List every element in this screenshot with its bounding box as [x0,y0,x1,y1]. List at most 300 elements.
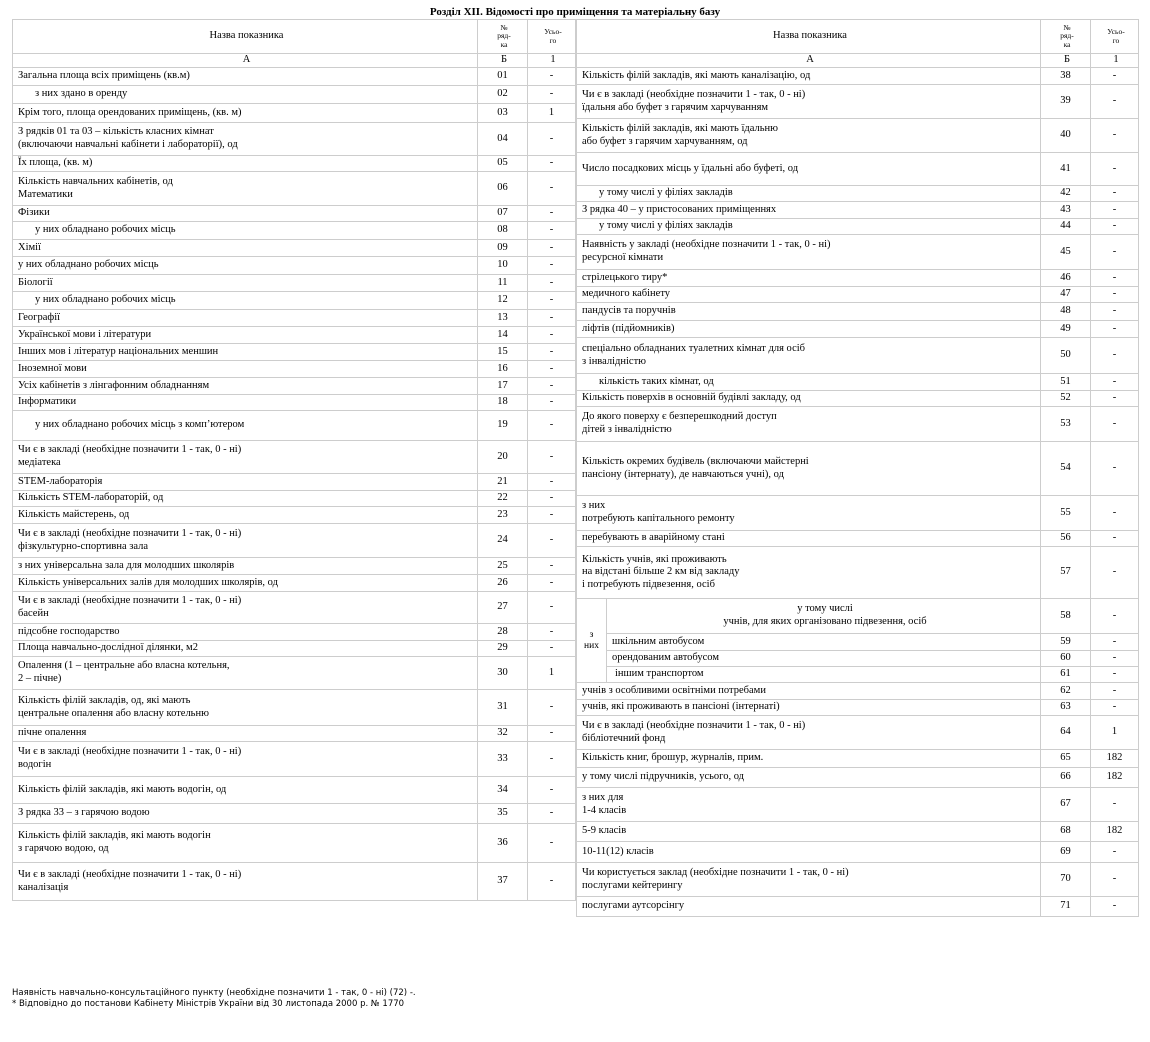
column-letters-row [577,54,1139,68]
table-row [577,842,1139,863]
indicator-name-line: або буфет з гарячим харчуванням, од [582,135,748,147]
row-number: 39 [1041,85,1091,119]
row-number: 07 [478,206,528,222]
table-row [577,863,1139,897]
table-row [13,68,576,86]
indicator-name-line: З рядків 01 та 03 – кількість класних кімнат [18,126,214,138]
indicator-name-line: учнів, для яких організовано підвезення, осіб [723,616,927,627]
indicator-name [13,86,478,104]
indicator-name [577,407,1041,442]
indicator-name-line: з них здано в оренду [35,88,128,100]
indicator-name [577,788,1041,822]
row-number: 20 [478,441,528,474]
row-number: 53 [1041,407,1091,442]
indicator-name-line: З рядка 33 – з гарячою водою [18,807,150,819]
footer-notes [12,988,416,1010]
total-value: - [1091,391,1139,407]
row-number: 30 [478,657,528,690]
indicator-name-line: Загальна площа всіх приміщень (кв.м) [18,70,190,82]
indicator-name [13,742,478,777]
indicator-name [13,592,478,624]
indicator-name-line: шкільним автобусом [612,635,705,647]
indicator-name [13,804,478,824]
row-number: 52 [1041,391,1091,407]
table-row [13,240,576,257]
indicator-name-line: Кількість окремих будівель (включаючи майстерні [582,455,809,467]
indicator-name [577,186,1041,202]
indicator-name [577,768,1041,788]
table-row [13,824,576,863]
indicator-name-line: ліфтів (підйомників) [582,322,675,334]
indicator-name-line: Усіх кабінетів з лінгафонним обладнанням [18,379,210,391]
indicator-name-line: Інформатики [18,396,77,408]
indicators-table-right [576,19,1139,917]
table-row [13,804,576,824]
table-row [13,222,576,240]
header-total-line: го [1112,35,1120,45]
indicator-name [13,474,478,491]
total-value: 1 [1091,716,1139,750]
table-row [13,327,576,344]
header-row-number-line: ка [1063,39,1071,49]
indicator-name-line: учнів з особливими освітніми потребами [582,684,766,696]
total-value: - [1091,863,1139,897]
table-row [577,634,1139,651]
indicator-name [13,257,478,275]
indicator-name-line: орендованим автобусом [612,652,719,664]
indicator-name [13,123,478,156]
indicator-name-line: Кількість універсальних залів для молодших школярів, од [18,576,278,588]
indicator-name [577,119,1041,153]
table-row [577,391,1139,407]
indicator-name [13,524,478,558]
subgroup-label [577,599,607,683]
total-value: - [1091,338,1139,374]
total-value: - [1091,842,1139,863]
total-value: - [1091,119,1139,153]
total-value: - [528,240,576,257]
indicator-name [13,104,478,123]
table-row [13,292,576,310]
row-number: 50 [1041,338,1091,374]
indicator-name-line: послугами кейтерингу [582,879,683,891]
table-row [577,531,1139,547]
table-row [577,768,1139,788]
indicator-name-line: з них [582,500,606,512]
indicator-name [577,442,1041,496]
row-number: 24 [478,524,528,558]
header-name: Назва показника [577,20,1041,54]
indicator-name-line: іншим транспортом [615,668,704,680]
row-number: 62 [1041,683,1091,700]
total-value: - [1091,235,1139,270]
total-value: 182 [1091,768,1139,788]
indicator-name [577,321,1041,338]
indicator-name-line: Площа навчально-дослідної ділянки, м2 [18,642,198,654]
row-number: 40 [1041,119,1091,153]
indicator-name-line: Чи користується заклад (необхідне позначити 1 - так, 0 - ні) [582,866,849,878]
indicator-name [577,68,1041,85]
indicator-name-line: перебувають в аварійному стані [582,532,725,544]
indicator-name-line: Кількість філій закладів, які мають водогін, од [18,783,227,795]
indicator-name-line: Кількість майстерень, од [18,508,130,520]
indicator-name [577,391,1041,407]
header-row [577,20,1139,54]
indicator-name-line: у тому числі підручників, усього, од [582,771,745,783]
indicator-name [13,172,478,206]
row-number: 27 [478,592,528,624]
indicator-name [577,863,1041,897]
indicator-name-line: у тому числі у філіях закладів [599,187,733,199]
table-row [13,524,576,558]
indicator-name-line: Число посадкових місць у їдальні або буфеті, од [582,162,799,174]
indicator-name [13,206,478,222]
indicator-name-line: До якого поверху є безперешкодний доступ [582,411,777,423]
table-row [577,186,1139,202]
indicator-name-line: і потребують підвезення, осіб [582,578,715,590]
table-row [13,726,576,742]
row-number: 47 [1041,287,1091,303]
indicator-name [607,634,1041,651]
indicator-name-line: Кількість навчальних кабінетів, од [18,175,173,187]
indicator-name-line: (включаючи навчальні кабінети і лабораторії), од [18,139,238,150]
subgroup-label-line: них [584,640,599,651]
indicator-name [13,292,478,310]
total-value: - [528,378,576,395]
indicator-name [577,235,1041,270]
indicator-name [13,275,478,292]
table-row [577,651,1139,667]
indicator-name-line: кількість таких кімнат, од [599,375,714,387]
row-number: 48 [1041,303,1091,321]
indicator-name-line: з них універсальна зала для молодших школярів [18,559,235,571]
footnote-consult-point: Наявність навчально-консультаційного пункту (необхідне позначити 1 - так, 0 - ні) (72) -. [12,988,416,998]
total-value: 1 [528,657,576,690]
total-value: - [528,824,576,863]
indicator-name [577,153,1041,186]
table-row [13,344,576,361]
total-value: - [1091,531,1139,547]
row-number: 34 [478,777,528,804]
column-letter-1: 1 [1091,54,1139,68]
indicator-name-line: 2 – пічне) [18,673,62,684]
table-row [13,86,576,104]
total-value: - [1091,442,1139,496]
indicator-name-line: Чи є в закладі (необхідне позначити 1 - так, 0 - ні) [18,444,242,456]
row-number: 22 [478,491,528,507]
section-title: Розділ XII. Відомості про приміщення та матеріальну базу [429,6,721,18]
indicator-name [577,85,1041,119]
total-value: - [528,395,576,411]
indicator-name [577,547,1041,599]
indicator-name [13,361,478,378]
table-row [577,599,1139,634]
indicator-name [13,240,478,257]
header-total-line: го [549,35,557,45]
row-number: 55 [1041,496,1091,531]
total-value: - [528,558,576,575]
indicator-name [577,374,1041,391]
total-value: - [528,474,576,491]
total-value: - [528,156,576,172]
row-number: 67 [1041,788,1091,822]
total-value: - [528,292,576,310]
header-row-number-line: № [1063,22,1071,32]
indicator-name-line: З рядка 40 – у пристосованих приміщеннях [582,203,777,215]
indicator-name-line: Української мови і літератури [18,328,152,340]
indicator-name [577,531,1041,547]
total-value: - [1091,496,1139,531]
total-value: - [1091,651,1139,667]
total-value: - [1091,547,1139,599]
indicator-name-line: STEM-лабораторія [18,475,103,487]
indicator-name-line: Наявність у закладі (необхідне позначити 1 - так, 0 - ні) [582,239,831,251]
table-row [577,374,1139,391]
table-row [577,119,1139,153]
total-value: - [1091,270,1139,287]
table-row [577,338,1139,374]
table-row [13,777,576,804]
row-number: 66 [1041,768,1091,788]
row-number: 06 [478,172,528,206]
indicator-name [13,222,478,240]
indicator-name-line: Чи є в закладі (необхідне позначити 1 - так, 0 - ні) [18,527,242,539]
total-value: - [528,726,576,742]
indicator-name-line: спеціально обладнаних туалетних кімнат для осіб [582,342,805,354]
row-number: 45 [1041,235,1091,270]
indicator-name-line: у них обладнано робочих місць з комп’ютером [35,419,245,431]
indicators-table-left [12,19,576,901]
total-value: - [1091,321,1139,338]
total-value: - [1091,68,1139,85]
row-number: 49 [1041,321,1091,338]
row-number: 56 [1041,531,1091,547]
total-value: - [528,524,576,558]
indicator-name [577,750,1041,768]
row-number: 44 [1041,219,1091,235]
indicator-name-line: пічне опалення [18,727,87,739]
row-number: 09 [478,240,528,257]
indicator-name-line: Кількість STEM-лабораторій, од [18,492,164,504]
total-value: - [1091,303,1139,321]
indicator-name-line: Кількість філій закладів, які мають водогін [18,830,211,842]
table-row [13,395,576,411]
indicator-name-line: Кількість філій закладів, які мають їдальню [582,122,778,134]
indicator-name [577,202,1041,219]
indicator-name-line: стрілецького тиру* [582,271,668,283]
indicator-name-line: у них обладнано робочих місць [18,259,159,271]
table-row [13,558,576,575]
row-number: 18 [478,395,528,411]
indicator-name [577,716,1041,750]
indicator-name [13,863,478,901]
table-row [577,303,1139,321]
column-letter-a: А [577,54,1041,68]
header-total-line: Усьо- [544,27,562,36]
indicator-name-line: у тому числі у філіях закладів [599,220,733,232]
indicator-name [13,558,478,575]
indicator-name [13,395,478,411]
row-number: 19 [478,411,528,441]
table-row [13,474,576,491]
indicator-name-line: учнів, які проживають в пансіоні (інтернаті) [582,701,780,713]
indicator-name-line: Чи є в закладі (необхідне позначити 1 - так, 0 - ні) [18,868,242,880]
header-name: Назва показника [13,20,478,54]
total-value: - [528,441,576,474]
indicator-name [577,700,1041,716]
row-number: 14 [478,327,528,344]
table-row [13,507,576,524]
indicator-name-line: підсобне господарство [18,625,120,637]
indicator-name-line: каналізація [18,881,69,893]
table-row [577,700,1139,716]
table-row [577,683,1139,700]
total-value: - [528,344,576,361]
total-value: - [528,690,576,726]
row-number: 54 [1041,442,1091,496]
row-number: 61 [1041,667,1091,683]
row-number: 38 [1041,68,1091,85]
table-row [13,641,576,657]
indicator-name-line: послугами аутсорсінгу [582,900,685,912]
total-value: 182 [1091,750,1139,768]
row-number: 10 [478,257,528,275]
table-row [13,104,576,123]
total-value: - [1091,287,1139,303]
total-value: - [528,327,576,344]
indicator-name [13,657,478,690]
indicator-name [577,822,1041,842]
row-number: 51 [1041,374,1091,391]
indicator-name-line: пансіону (інтернату), де навчаються учні), од [582,468,784,480]
indicator-name [13,624,478,641]
indicator-name [577,338,1041,374]
header-row-number [1041,20,1091,54]
indicator-name [577,219,1041,235]
indicator-name-line: Кількість учнів, які проживають [582,553,727,565]
row-number: 17 [478,378,528,395]
row-number: 43 [1041,202,1091,219]
indicator-name-line: у них обладнано робочих місць [35,224,176,236]
table-row [577,442,1139,496]
total-value: - [528,361,576,378]
table-row [13,863,576,901]
row-number: 60 [1041,651,1091,667]
total-value: - [1091,202,1139,219]
indicator-name [577,842,1041,863]
indicator-name-line: Кількість книг, брошур, журналів, прим. [582,752,764,764]
total-value: 182 [1091,822,1139,842]
indicator-name [13,378,478,395]
column-letter-b: Б [1041,54,1091,68]
indicator-name-line: Опалення (1 – центральне або власна котельня, [18,660,230,672]
table-row [577,321,1139,338]
total-value: - [1091,153,1139,186]
row-number: 70 [1041,863,1091,897]
header-total [1091,20,1139,54]
row-number: 63 [1041,700,1091,716]
indicator-name [577,683,1041,700]
header-row-number-line: ка [500,39,508,49]
indicator-name-line: медичного кабінету [582,288,671,300]
indicator-name [13,575,478,592]
table-row [577,235,1139,270]
total-value: - [1091,407,1139,442]
indicator-name-line: у тому числі [797,603,853,615]
indicator-name-line: басейн [18,607,49,619]
column-letter-a: А [13,54,478,68]
indicator-name [13,824,478,863]
table-row [577,202,1139,219]
indicator-name [607,599,1041,634]
row-number: 11 [478,275,528,292]
table-row [13,310,576,327]
table-row [13,491,576,507]
row-number: 33 [478,742,528,777]
indicator-name-line: з інвалідністю [582,355,647,367]
indicator-name [577,270,1041,287]
table-row [13,361,576,378]
row-number: 71 [1041,897,1091,917]
table-row [13,592,576,624]
header-row-number-line: № [500,22,508,32]
indicator-name-line: Фізики [18,207,50,219]
total-value: - [1091,186,1139,202]
indicator-name [13,310,478,327]
indicator-name [13,690,478,726]
table-row [13,575,576,592]
total-value: - [1091,219,1139,235]
table-row [13,123,576,156]
footnote-decree: * Відповідно до постанови Кабінету Міністрів України від 30 листопада 2000 р. № 1770 [12,999,405,1009]
row-number: 69 [1041,842,1091,863]
table-row [577,270,1139,287]
table-row [577,547,1139,599]
total-value: - [528,641,576,657]
table-row [13,690,576,726]
total-value: - [528,863,576,901]
indicator-name-line: з них для [582,791,624,803]
indicator-name [13,156,478,172]
total-value: - [528,624,576,641]
row-number: 13 [478,310,528,327]
table-row [577,496,1139,531]
indicator-name-line: на відстані більше 2 км від закладу [582,566,740,578]
header-row [13,20,576,54]
indicator-name-line: Кількість поверхів в основній будівлі закладу, од [582,392,801,404]
table-row [577,407,1139,442]
indicator-name-line: 1-4 класів [582,804,627,816]
header-total-line: Усьо- [1107,27,1125,36]
column-letter-1: 1 [528,54,576,68]
indicator-name-line: потребують капітального ремонту [582,513,735,524]
table-row [577,750,1139,768]
indicator-name-line: у них обладнано робочих місць [35,294,176,306]
total-value: - [528,804,576,824]
header-total [528,20,576,54]
indicator-name-line: Географії [18,311,61,323]
table-row [577,68,1139,85]
indicator-name-line: Чи є в закладі (необхідне позначити 1 - так, 0 - ні) [18,594,242,606]
total-value: - [528,310,576,327]
total-value: - [1091,667,1139,683]
table-row [577,667,1139,683]
indicator-name [13,777,478,804]
indicator-name-line: Біології [18,276,53,288]
table-row [577,219,1139,235]
total-value: - [528,257,576,275]
row-number: 31 [478,690,528,726]
